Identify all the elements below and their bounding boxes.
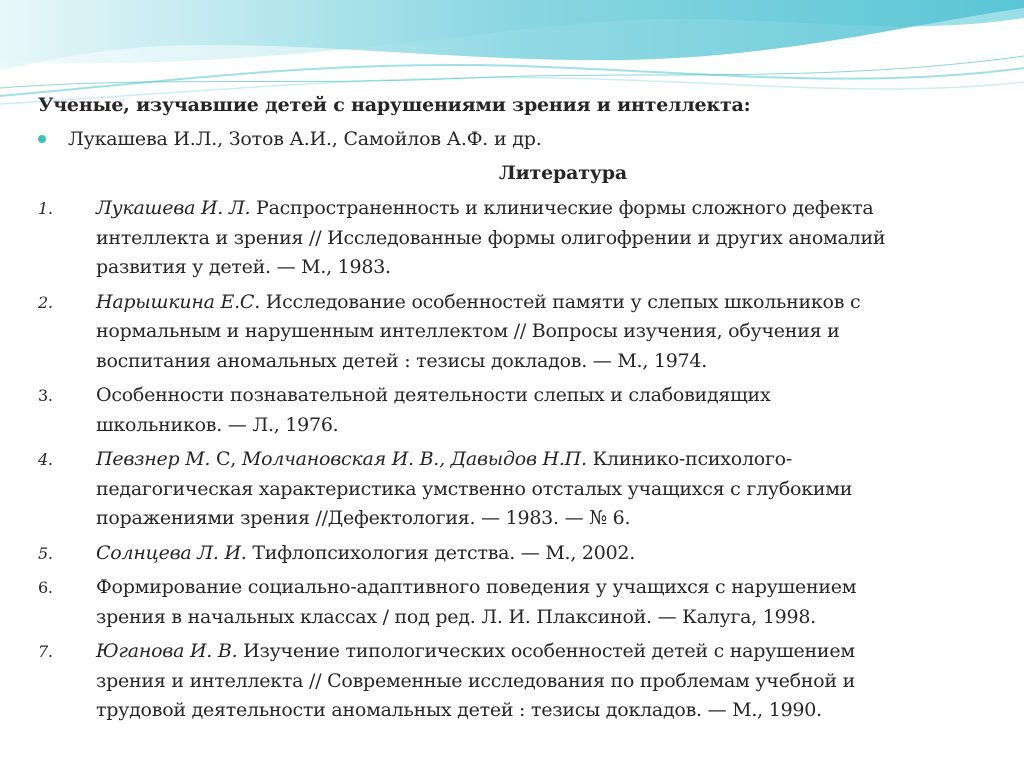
scientists-text: Лукашева И.Л., Зотов А.И., Самойлов А.Ф. и др.	[68, 128, 542, 150]
reference-text: Клинико-психолого-	[586, 448, 793, 470]
reference-text: воспитания аномальных детей : тезисы докладов. — М., 1974.	[96, 349, 708, 372]
reference-text: зрения в начальных классах / под ред. Л. И. Плаксиной. — Калуга, 1998.	[96, 605, 816, 628]
reference-text: зрения и интеллекта // Современные исследования по проблемам учебной и	[96, 669, 855, 692]
reference-item	[38, 445, 1008, 534]
references-list	[38, 194, 1008, 726]
reference-item	[38, 573, 1008, 632]
reference-author: Молчановская И. В., Давыдов Н.П.	[241, 448, 587, 470]
reference-author: Лукашева И. Л.	[96, 197, 251, 219]
reference-number: 7.	[38, 642, 53, 661]
reference-item	[38, 539, 1008, 569]
reference-author: Солнцева Л. И.	[96, 541, 247, 564]
reference-text: поражениями зрения //Дефектология. — 1983. — № 6.	[96, 507, 631, 529]
reference-text: педагогическая характеристика умственно отсталых учащихся с глубокими	[96, 477, 853, 500]
reference-text: Изучение типологических особенностей детей с нарушением	[237, 640, 855, 662]
reference-item	[38, 288, 1008, 377]
reference-text: Особенности познавательной деятельности слепых и слабовидящих	[96, 384, 771, 406]
reference-item	[38, 381, 1008, 440]
reference-number: 2.	[38, 292, 53, 312]
bullet-dot-icon	[38, 135, 46, 143]
reference-item	[38, 637, 1008, 726]
scientists-bullet	[38, 126, 1008, 152]
reference-text: интеллекта и зрения // Исследованные формы олигофрении и других аномалий	[96, 226, 886, 249]
literature-title: Литература	[499, 162, 627, 184]
reference-text: Тифлопсихология детства. — М., 2002.	[246, 541, 636, 564]
slide-content	[38, 92, 1008, 731]
reference-text: развития у детей. — М., 1983.	[96, 256, 391, 278]
reference-number: 3.	[38, 386, 53, 405]
reference-author: Певзнер М.	[96, 448, 211, 470]
reference-text: Исследование особенностей памяти у слепых школьников с	[259, 290, 861, 313]
reference-number: 6.	[38, 578, 53, 597]
reference-number: 1.	[38, 199, 53, 218]
reference-author: Юганова И. В.	[96, 640, 238, 662]
reference-text: трудовой деятельности аномальных детей : тезисы докладов. — М., 1990.	[96, 699, 822, 721]
reference-author-plain: С,	[210, 448, 242, 470]
reference-text: школьников. — Л., 1976.	[96, 413, 339, 436]
reference-number: 4.	[38, 450, 53, 469]
slide-heading: Ученые, изучавшие детей с нарушениями зрения и интеллекта:	[38, 94, 751, 116]
reference-number: 5.	[38, 543, 53, 563]
reference-author: Нарышкина Е.С.	[96, 290, 260, 313]
reference-text: нормальным и нарушенным интеллектом // Вопросы изучения, обучения и	[96, 320, 840, 342]
reference-text: Формирование социально-адаптивного поведения у учащихся с нарушением	[96, 576, 857, 598]
reference-text: Распространенность и клинические формы сложного дефекта	[250, 197, 874, 219]
reference-item	[38, 194, 1008, 283]
